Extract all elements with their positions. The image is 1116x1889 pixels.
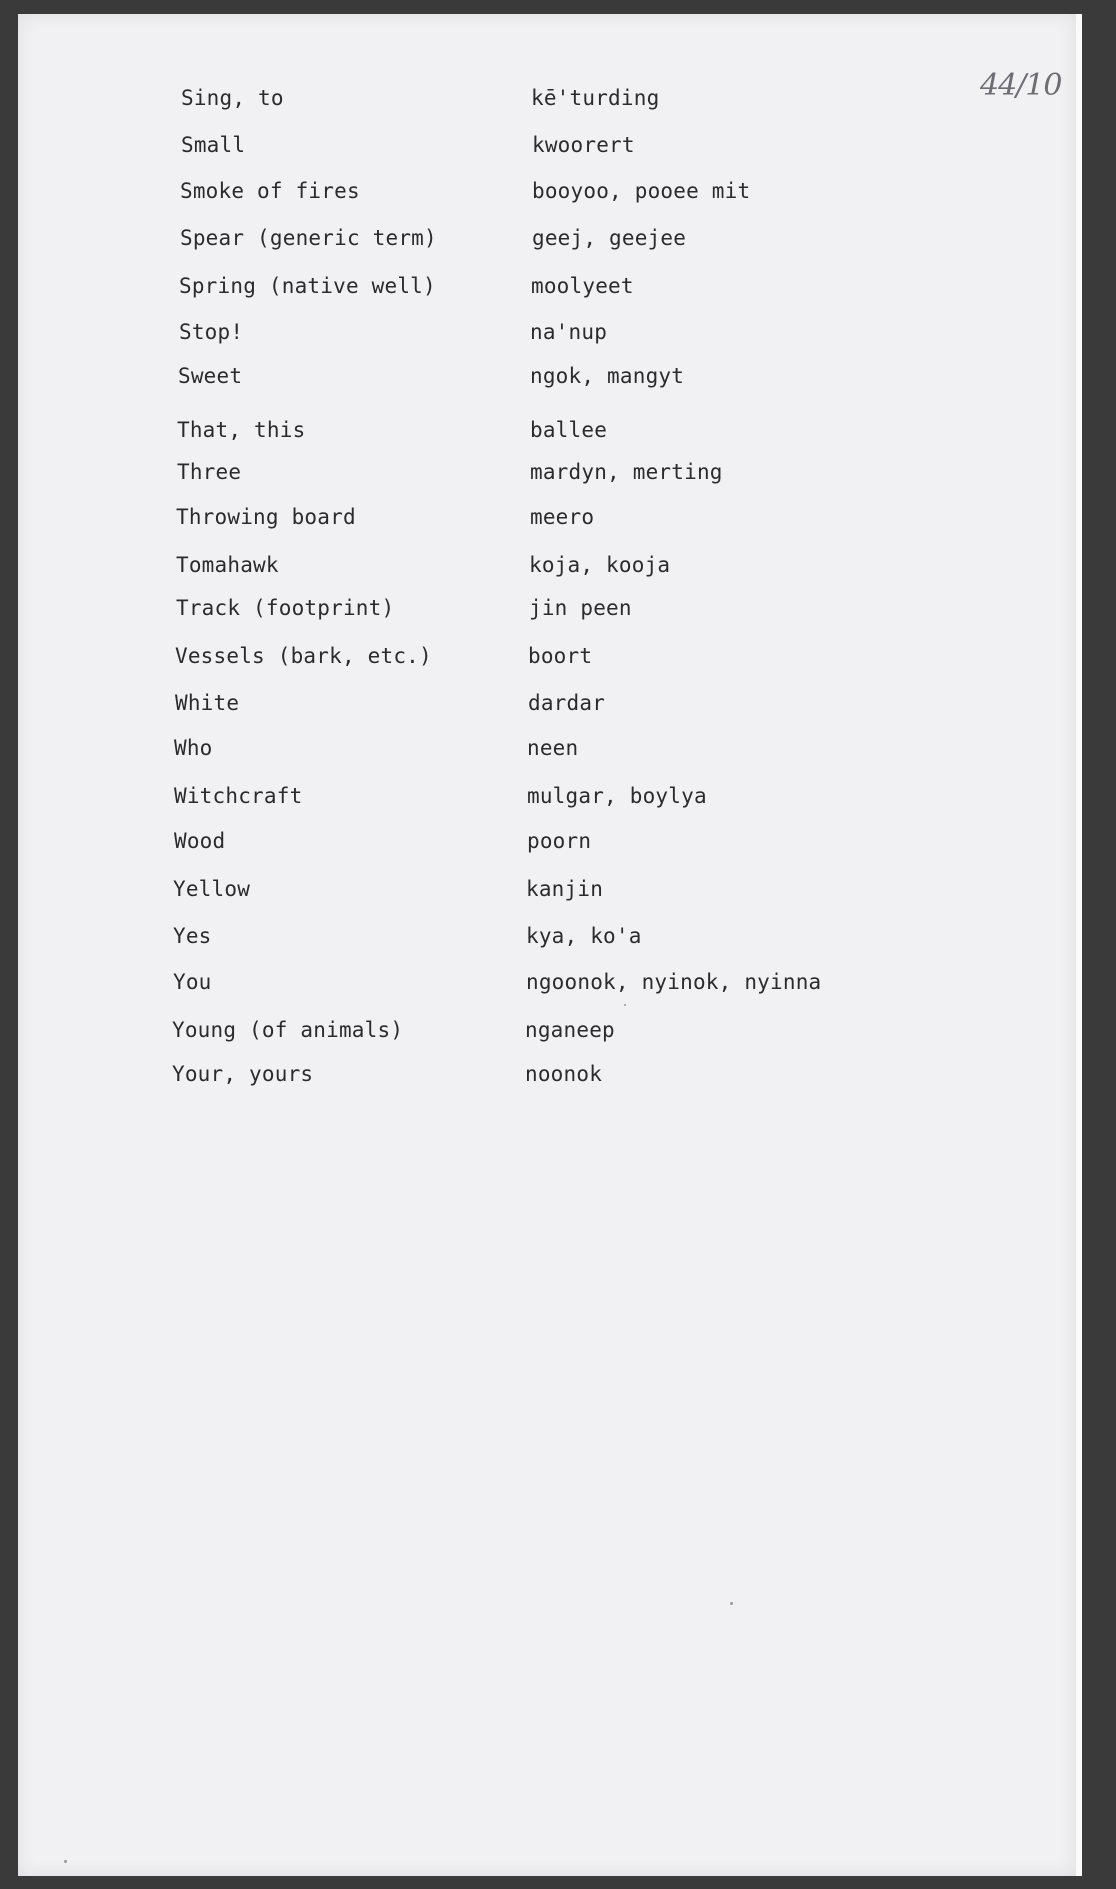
native-translation: ngok, mangyt <box>530 364 685 388</box>
word-list <box>18 14 1076 1876</box>
document-page <box>18 14 1082 1876</box>
english-term: Wood <box>174 829 226 853</box>
native-translation: mardyn, merting <box>530 460 723 484</box>
paper-speck <box>730 1602 733 1605</box>
page-number: 44/10 <box>980 68 1062 103</box>
native-translation: ballee <box>530 418 608 442</box>
english-term: Who <box>174 736 213 760</box>
english-term: White <box>175 691 240 715</box>
native-translation: kwoorert <box>532 133 635 157</box>
english-term: Stop! <box>179 320 244 344</box>
english-term: Smoke of fires <box>180 179 360 203</box>
native-translation: neen <box>527 736 579 760</box>
english-term: Yellow <box>173 877 251 901</box>
english-term: Vessels (bark, etc.) <box>175 644 432 668</box>
native-translation: na'nup <box>530 320 608 344</box>
english-term: Sing, to <box>181 86 284 110</box>
native-translation: poorn <box>527 829 592 853</box>
english-term: You <box>173 970 212 994</box>
native-translation: booyoo, pooee mit <box>532 179 751 203</box>
english-term: Sweet <box>178 364 243 388</box>
native-translation: meero <box>530 505 595 529</box>
native-translation: moolyeet <box>531 274 634 298</box>
native-translation: nganeep <box>525 1018 615 1042</box>
paper-speck <box>624 1004 626 1006</box>
native-translation: koja, kooja <box>529 553 671 577</box>
paper-speck <box>64 1860 67 1863</box>
english-term: Tomahawk <box>176 553 279 577</box>
english-term: Spring (native well) <box>179 274 436 298</box>
native-translation: kya, ko'a <box>526 924 642 948</box>
english-term: That, this <box>177 418 306 442</box>
english-term: Small <box>181 133 246 157</box>
english-term: Your, yours <box>172 1062 314 1086</box>
native-translation: boort <box>528 644 593 668</box>
native-translation: geej, geejee <box>532 226 687 250</box>
english-term: Yes <box>173 924 212 948</box>
english-term: Witchcraft <box>174 784 303 808</box>
english-term: Young (of animals) <box>172 1018 404 1042</box>
native-translation: kanjin <box>526 877 604 901</box>
native-translation: jin peen <box>529 596 632 620</box>
native-translation: dardar <box>528 691 606 715</box>
english-term: Throwing board <box>176 505 356 529</box>
native-translation: noonok <box>525 1062 603 1086</box>
native-translation: kē'turding <box>531 86 660 110</box>
english-term: Three <box>177 460 242 484</box>
native-translation: mulgar, boylya <box>527 784 707 808</box>
native-translation: ngoonok, nyinok, nyinna <box>526 970 822 994</box>
english-term: Track (footprint) <box>176 596 395 620</box>
english-term: Spear (generic term) <box>180 226 437 250</box>
